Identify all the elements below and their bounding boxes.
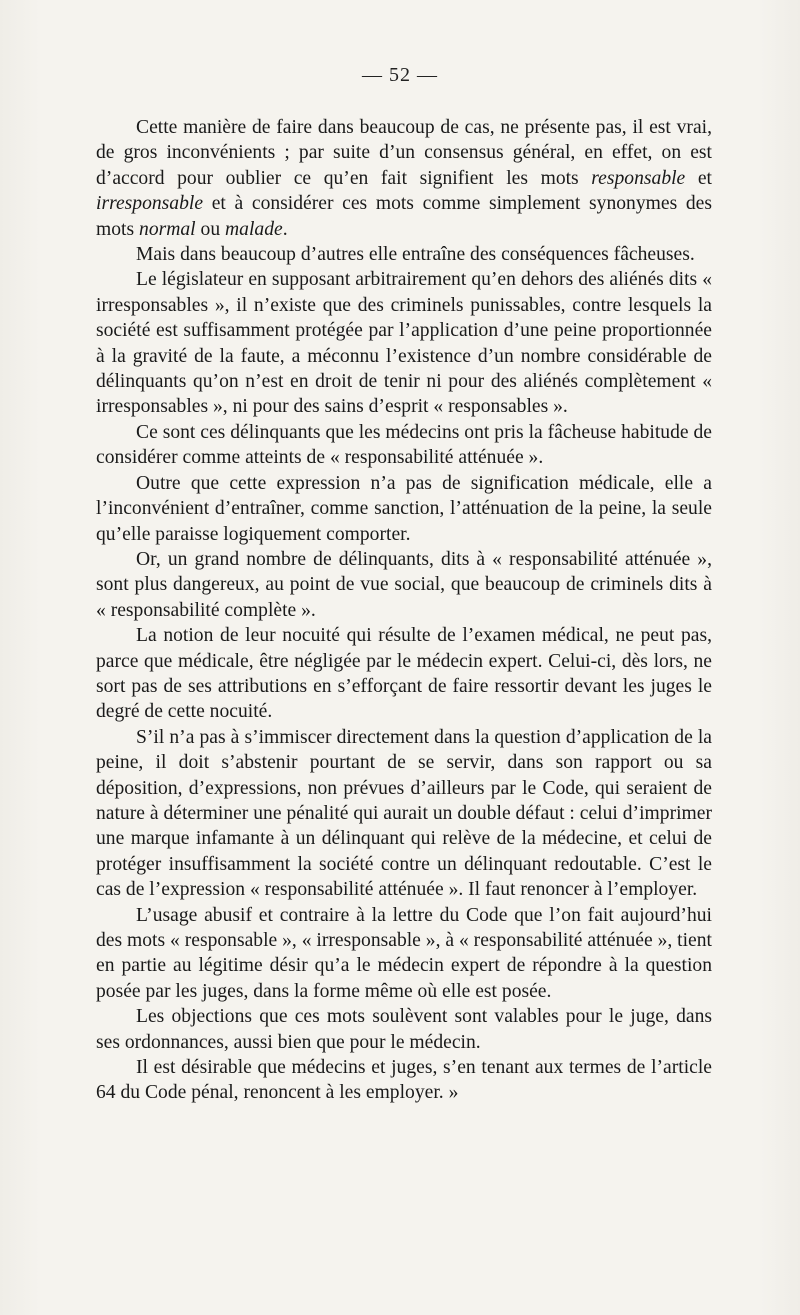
paragraph <box>96 903 712 1005</box>
italic-term: responsable <box>591 167 686 189</box>
text-segment: Les objections que ces mots soulèvent sont valables pour le juge, dans ses ordonnances, aussi bien que pour le médecin. <box>96 1006 712 1053</box>
page-number: — 52 — <box>362 64 438 86</box>
text-segment: Le législateur en supposant arbitrairement qu’en dehors des aliénés dits « irresponsables », il n’existe que des criminels punissables, contre lesquels la société est suffisamment protégée par l’application d’une peine proportionnée à la gravité de la faute, a méconnu l’existence d’un nombre considérable de délinquants qu’on n’est en droit de tenir ni pour des aliénés complètement « irresponsables », ni pour des sains d’esprit « responsables ». <box>96 269 712 418</box>
paragraph <box>96 547 712 623</box>
text-segment: L’usage abusif et contraire à la lettre du Code que l’on fait aujourd’hui des mots « responsable », « irresponsable », à « responsabilité atténuée », tient en partie au légitime désir qu’a le médecin expert de répondre à la question posée par les juges, dans la forme même où elle est posée. <box>96 904 712 1002</box>
italic-term: irresponsable <box>96 193 204 215</box>
text-segment: ou <box>195 218 226 240</box>
text-segment: . <box>282 218 288 240</box>
text-segment: Cette manière de faire dans beaucoup de cas, ne présente pas, il est vrai, de gros inconvénients ; par suite d’un consensus général, en effet, on est d’accord pour oublier ce qu’en fait signifient les mots <box>96 117 712 189</box>
paragraph <box>96 1055 712 1106</box>
text-segment: Mais dans beaucoup d’autres elle entraîne des conséquences fâcheuses. <box>136 244 695 266</box>
text-segment: Outre que cette expression n’a pas de signification médicale, elle a l’inconvénient d’entraîner, comme sanction, l’atténuation de la peine, la seule qu’elle paraisse logiquement comporter. <box>96 472 712 545</box>
paragraph <box>96 471 712 547</box>
text-segment: S’il n’a pas à s’immiscer directement dans la question d’application de la peine, il doit s’abstenir pourtant de se servir, dans son rapport ou sa déposition, d’expressions, non prévues d’ailleurs par le Code, qui seraient de nature à déterminer une pénalité qui aurait un double défaut : celui d’imprimer une marque infamante à un délinquant qui relève de la médecine, et celui de protéger insuffisamment la société contre un délinquant redoutable. C’est le cas de l’expression « responsabilité atténuée ». Il faut renoncer à l’employer. <box>96 726 712 901</box>
paragraph <box>96 1004 712 1055</box>
body-text <box>96 115 712 1106</box>
text-segment: Ce sont ces délinquants que les médecins ont pris la fâcheuse habitude de considérer comme atteints de « responsabilité atténuée ». <box>96 421 712 469</box>
paragraph <box>96 115 712 242</box>
text-segment: Or, un grand nombre de délinquants, dits à « responsabilité atténuée », sont plus dangereux, au point de vue social, que beaucoup de criminels dits à « responsabilité complète ». <box>96 548 712 621</box>
paragraph <box>96 623 712 725</box>
text-segment: La notion de leur nocuité qui résulte de l’examen médical, ne peut pas, parce que médicale, être négligée par le médecin expert. Celui-ci, dès lors, ne sort pas de ses attributions en s’efforçant de faire ressortir devant les juges le degré de cette nocuité. <box>96 625 712 723</box>
italic-term: normal <box>139 218 196 240</box>
paragraph <box>96 242 712 267</box>
text-segment: et <box>685 167 712 189</box>
text-segment: et à considérer ces mots comme simplement synonymes des mots <box>96 193 712 240</box>
paragraph <box>96 420 712 471</box>
paragraph <box>96 725 712 903</box>
paragraph <box>96 267 712 419</box>
italic-term: malade <box>225 218 283 240</box>
text-segment: Il est désirable que médecins et juges, s’en tenant aux termes de l’article 64 du Code pénal, renoncent à les employer. » <box>96 1057 712 1104</box>
